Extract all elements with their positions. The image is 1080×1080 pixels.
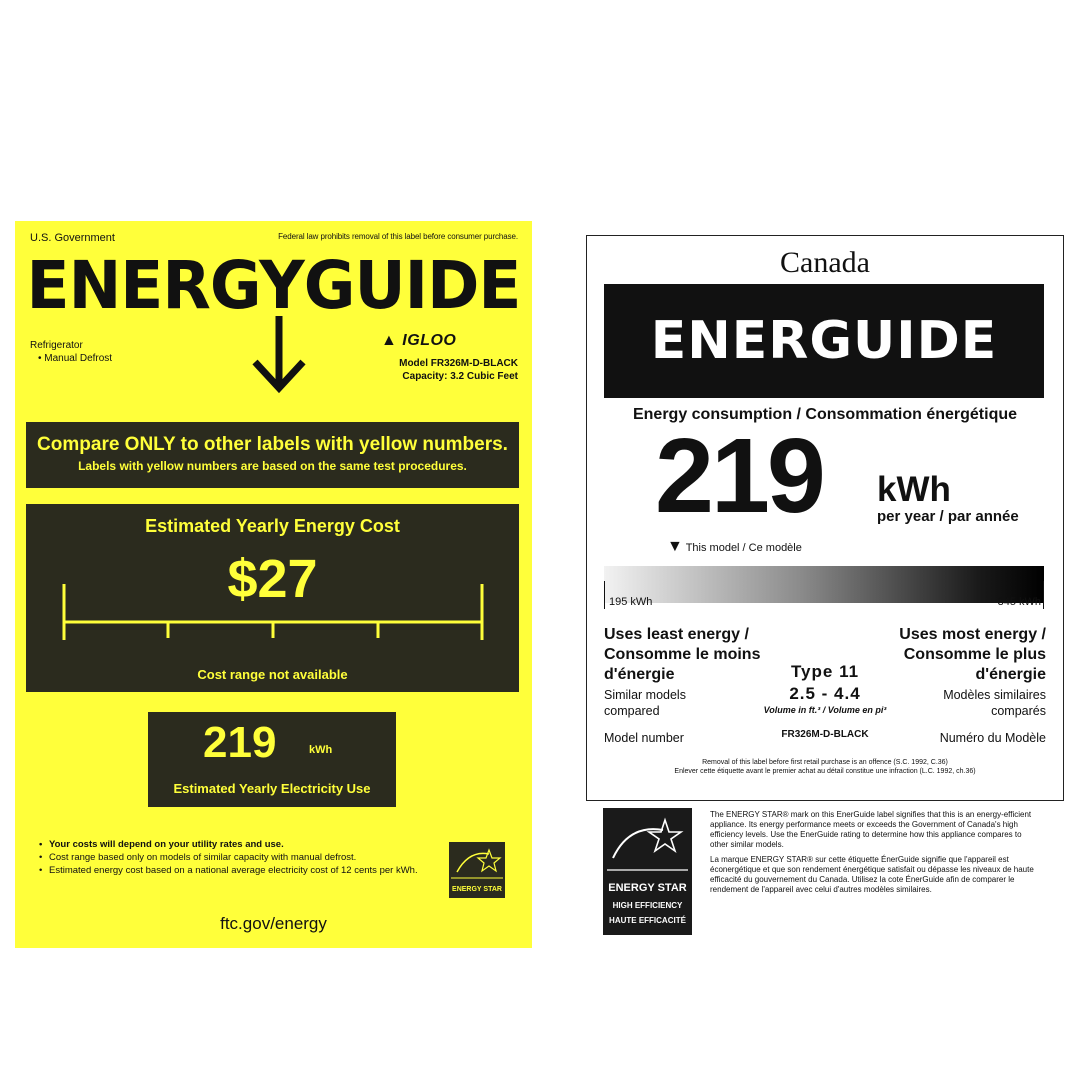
cost-value: $27 (227, 549, 318, 609)
electricity-value: 219 (203, 718, 277, 767)
compare-line1: Compare ONLY to other labels with yellow numbers. (37, 434, 508, 455)
model-info (399, 357, 518, 383)
energy-star-badge (603, 808, 692, 935)
badge-line3: HAUTE EFFICACITÉ (609, 916, 686, 925)
energuide-title-bar (604, 284, 1044, 398)
most-line: Uses most energy / (899, 626, 1046, 643)
similar-fr-line: Modèles similaires (943, 688, 1046, 702)
energy-star-icon (449, 842, 505, 884)
similar-en-line: compared (604, 704, 660, 718)
us-energyguide-label (15, 221, 532, 948)
notes-list (39, 838, 439, 877)
product-type-text: Refrigerator (30, 340, 83, 351)
energy-star-text-en: The ENERGY STAR® mark on this EnerGuide label signifies that this is an energy-efficient appliance. Its energy performance meets or exceeds the Government of Canada's high efficiency levels. Use the EnerGuide rating to determine how this appliance compares to other similar models. (710, 810, 1032, 849)
yearly-cost-box (26, 504, 519, 692)
consumption-value: 219 (655, 417, 823, 535)
brand-logo (381, 332, 456, 350)
model-number-label-fr: Numéro du Modèle (939, 731, 1046, 745)
arrow-down-icon (251, 316, 307, 394)
cost-range-text: Cost range not available (197, 667, 348, 682)
legal-fr: Enlever cette étiquette avant le premier achat au détail constitue une infraction (L.C. 1992, ch.36) (674, 768, 976, 775)
compare-line2: Labels with yellow numbers are based on the same test procedures. (78, 459, 467, 473)
defrost-type: • Manual Defrost (38, 353, 113, 364)
capacity-text: Capacity: 3.2 Cubic Feet (402, 371, 518, 382)
similar-en-line: Similar models (604, 688, 686, 702)
ftc-website: ftc.gov/energy (220, 914, 327, 933)
triangle-down-icon: ▼ (667, 538, 683, 555)
consumption-heading: Energy consumption / Consommation énergétique (632, 406, 1018, 423)
energyguide-title: ENERGYGUIDE (26, 247, 521, 324)
canada-wordmark: Canada (780, 246, 870, 279)
electricity-caption: Estimated Yearly Electricity Use (173, 781, 371, 796)
compare-banner (26, 422, 519, 488)
defrost-text: Manual Defrost (44, 353, 113, 364)
most-line: d'énergie (975, 666, 1046, 683)
most-line: Consomme le plus (903, 646, 1046, 663)
energy-star-text-fr: La marque ENERGY STAR® sur cette étiquette ÉnerGuide signifie que l'appareil est éconergétique et que son rendement énergétique satisfait ou dépasse les niveaux de haute efficacité du gouvernement du Canada. Utilisez la cote ÉnerGuide afin de comparer le rendement de l'appareil avec celui d'autres modèles similaires. (710, 855, 1034, 894)
note-item: • Cost range based only on models of similar capacity with manual defrost. (39, 851, 439, 864)
scale-tick-max (1043, 581, 1044, 609)
scale-min-value: 195 kWh (609, 596, 653, 608)
energuide-title: ENERGUIDE (650, 311, 998, 371)
scale-tick-min (604, 581, 605, 609)
consumption-period: per year / par année (877, 508, 1019, 525)
note-item: • Your costs will depend on your utility rates and use. (39, 838, 439, 851)
model-text: Model FR326M-D-BLACK (399, 358, 518, 369)
least-line: d'énergie (604, 666, 675, 683)
energy-star-logo (449, 842, 505, 898)
energy-star-caption: ENERGY STAR (452, 886, 502, 893)
least-line: Uses least energy / (604, 626, 749, 643)
brand-name: IGLOO (402, 332, 457, 349)
product-type (30, 339, 112, 365)
scale-max-value: 345 kWh (997, 596, 1041, 608)
least-line: Consomme le moins (604, 646, 761, 663)
electricity-use-box (148, 712, 396, 807)
energy-star-icon (603, 808, 692, 878)
this-model-marker (667, 538, 802, 556)
similar-models-fr (943, 687, 1046, 719)
badge-line2: HIGH EFFICIENCY (612, 901, 683, 910)
volume-units: Volume in ft.³ / Volume en pi³ (763, 705, 887, 715)
cost-header: Estimated Yearly Energy Cost (145, 516, 400, 536)
legal-en: Removal of this label before first retail purchase is an offence (S.C. 1992, C.36) (702, 759, 948, 766)
legal-notice (587, 758, 1063, 776)
energy-star-description (710, 810, 1040, 900)
consumption-unit: kWh (877, 470, 951, 509)
note-item: • Estimated energy cost based on a national average electricity cost of 12 cents per kWh. (39, 864, 439, 877)
igloo-logo-icon: ▲ (381, 332, 398, 349)
badge-line1: ENERGY STAR (608, 882, 687, 894)
federal-notice: Federal law prohibits removal of this label before consumer purchase. (278, 232, 518, 241)
cost-range-scale (62, 584, 484, 644)
volume-range: 2.5 - 4.4 (789, 684, 861, 703)
similar-models-en (604, 687, 686, 719)
model-number-label-en: Model number (604, 731, 684, 745)
canada-energuide-label (586, 235, 1064, 801)
electricity-unit: kWh (309, 744, 333, 756)
government-text: U.S. Government (30, 232, 115, 244)
appliance-type: Type 11 (790, 662, 860, 681)
marker-label: This model / Ce modèle (685, 542, 802, 554)
similar-fr-line: comparés (991, 704, 1046, 718)
model-number-value: FR326M-D-BLACK (781, 729, 869, 740)
energy-scale-bar (604, 566, 1044, 603)
